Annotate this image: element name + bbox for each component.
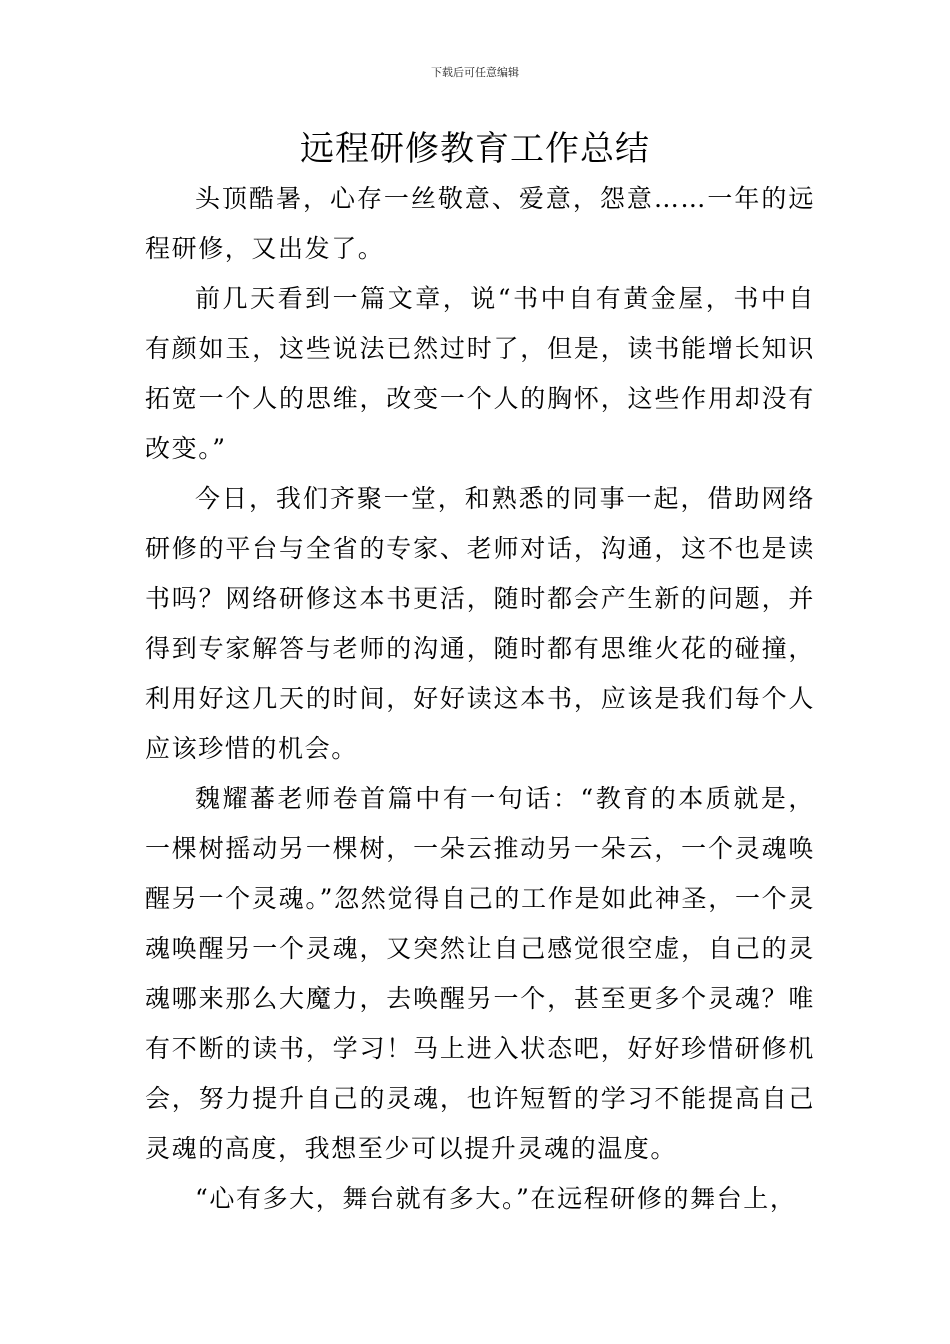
document-title: 远程研修教育工作总结 (300, 129, 650, 169)
document-body (145, 174, 815, 1224)
paragraph-3: 今日，我们齐聚一堂，和熟悉的同事一起，借助网络研修的平台与全省的专家、老师对话，沟通，这不也是读书吗？网络研修这本书更活，随时都会产生新的问题，并得到专家解答与老师的沟通，随时都有思维火花的碰撞，利用好这几天的时间，好好读这本书，应该是我们每个人应该珍惜的机会。 (145, 484, 815, 763)
paragraph-2: 前几天看到一篇文章，说“书中自有黄金屋，书中自有颜如玉，这些说法已然过时了，但是，读书能增长知识拓宽一个人的思维，改变一个人的胸怀，这些作用却没有改变。” (145, 284, 815, 463)
paragraph-4: 魏耀蕃老师卷首篇中有一句话：“教育的本质就是，一棵树摇动另一棵树，一朵云推动另一朵云，一个灵魂唤醒另一个灵魂。”忽然觉得自己的工作是如此神圣，一个灵魂唤醒另一个灵魂，又突然让自己感觉很空虚，自己的灵魂哪来那么大魔力，去唤醒另一个，甚至更多个灵魂？唯有不断的读书，学习！马上进入状态吧，好好珍惜研修机会，努力提升自己的灵魂，也许短暂的学习不能提高自己灵魂的高度，我想至少可以提升灵魂的温度。 (145, 784, 815, 1163)
paragraph-1: 头顶酷暑，心存一丝敬意、爱意，怨意……一年的远程研修，又出发了。 (145, 184, 815, 263)
paragraph-5: “心有多大，舞台就有多大。”在远程研修的舞台上， (195, 1184, 797, 1213)
header-note: 下载后可任意编辑 (431, 66, 519, 79)
